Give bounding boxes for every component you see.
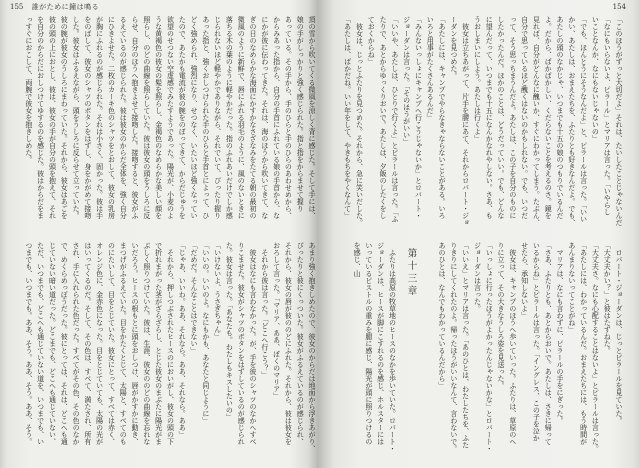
- text-column: ぴったりと彼にくっついた。彼女がふるえているのが感じられ、: [296, 242, 305, 445]
- text-column: 欲望のせつない空虚感でみたすようであった。陽光が、小麦のよ: [166, 16, 175, 219]
- text-column: され、手に入れられた色だった。すべてがその色、その色のなか: [72, 242, 81, 445]
- text-column: ぎの日のなめらかな海面にかすかなさざなみをたてる朝の最初の: [249, 16, 258, 219]
- text-column: ロバート・ジョーダンは、じっとピラールを見ていた。: [615, 242, 623, 424]
- text-column: いだろう。ヒースの根もとに頭をおしつけ、唇がかすかに動き、: [131, 242, 140, 445]
- right-running-header: [613, 3, 626, 12]
- text-column: 娘の手がしっかりと強く感じられた。指と指をからませて握り: [296, 16, 305, 212]
- text-column: 頂の雪から吹いてくる微風を涼しく背に感じた。そして手には、: [308, 16, 316, 219]
- text-column: じられないほど軽やかでありながら、それでいて、ぴったり握り: [213, 16, 222, 219]
- text-column: 「いけないよ、うさぎちゃん」: [213, 242, 222, 340]
- text-column: 「じゃあ、いいわ。ああ、それなら。ああ、それなら。ああ」: [178, 242, 187, 438]
- text-column: つまでも、いつまでも。ああ、そう。ああ、そう。ああ、そう。: [24, 242, 33, 445]
- text-column: 微風のように新鮮で、唇にふれる羽毛のように、風のないときに: [237, 16, 246, 219]
- text-column: 「いいの。いいのよ。なにもかも、あなたと同じように」: [201, 242, 210, 424]
- text-column: どく強められ、強烈になり、せつなく、いたいほど強くなってい: [190, 16, 199, 219]
- text-column: はいってくるのだ。そして、その色は、すべて、満たされ、所有: [83, 242, 92, 445]
- text-column: たので、あたかも電流が彼の腕をのぼってきて、からだじゅうを: [178, 16, 187, 219]
- text-column: を自分のからだにおしつけてゆするのを感じた。彼はからだをま: [36, 16, 45, 219]
- text-column: ぶしく照りつけていた。彼は、生涯、彼女ののどの曲線を忘れな: [142, 242, 151, 445]
- text-column: たりで、あとからゆっくりおいで。あたしは、夕飯のしたくをし: [379, 16, 388, 219]
- text-column: 彼女は立ちあがって、片手を腰にあて、それからロバート・ジョ: [461, 16, 470, 226]
- text-column: をのばして、彼女のシャツのボタンをはずし、身をかがめて接吻: [83, 16, 92, 219]
- text-column: 彼女は、キャンプのほうへ歩いていった。ふたりは、草原のへ: [508, 242, 517, 445]
- text-column: それから、押しつぶされたヒースのにおいがし、彼女の頭の下: [166, 242, 175, 445]
- text-column: それから彼は言った。「どこへ行こう？」: [260, 242, 269, 379]
- text-column: よ。だから、ばかばかしい、くだらないことを考えるのさ。鏡を: [544, 16, 553, 219]
- text-column: ておくからね」: [367, 16, 376, 65]
- text-column: 「みんないっしょにキャンプへ行こうじゃないか」とロバート・: [414, 16, 423, 219]
- text-column: で、めくらめっぽうだった。彼にとっては、それは、どこへも通: [60, 242, 69, 445]
- text-column: にひきよせた。二枚のカーキ色のシャツをとおして、彼女の乳房: [107, 16, 116, 219]
- text-column: うな黄褐色の彼女の髪を照らし、金褐色のなめらかな美しい顔を: [154, 16, 163, 219]
- text-column: 「このほうがずっと大切だよ」それは、たいしたことじゃないんだ: [615, 16, 623, 226]
- text-column: したかったんだ。ほかのことは、どうだっていい。でも、どんな: [497, 16, 506, 219]
- text-column: のにたいして、目をとじていた。彼女にとって、すべては赤く、: [107, 242, 116, 445]
- text-column: 「いいや、あたしは、ひとりで行くよ」とピラールは言った。「ふ: [390, 16, 399, 223]
- text-column: 照らし、のどの曲線を照らしていた。彼は彼女の頭をうしろに反: [142, 16, 151, 219]
- text-column: 「いいえ」とマリアは言った。「あのひとは、わたしたちを、ふた: [461, 242, 470, 449]
- text-column: ふたりは高原の牧草地のヒースのなかを歩いていた。ロバート・: [388, 242, 397, 452]
- text-column: にかが彼に伝わってきた。それは、海のほうから吹いてきて、な: [260, 16, 269, 219]
- text-column: あたしの頭のなかじゃ、いつまでも十五の娘のつもりでいるんだ: [556, 16, 565, 219]
- text-column: 彼の頭の上におとし、彼は、彼女の手が自分の頭を抱えて、それ: [48, 16, 57, 219]
- text-column: ジョーダンは、ヒースが脚にこすれるのを感じ、ホルスターには: [376, 242, 385, 445]
- text-column: あっている。その手から、手のひらと手のひらのあわせめから、: [284, 16, 293, 219]
- text-column: に望んだって、いつまでも十五になんかなれやしない。さあ、も: [485, 16, 494, 219]
- left-running-header: [10, 3, 99, 12]
- text-column: 自分で思っているほど醜くはないのかもしれない。でも、いつだ: [520, 16, 529, 219]
- text-column: 「あたしには、キャンプでやらなきゃならないことがある。いろ: [438, 16, 447, 219]
- text-column: 「あたしは、ばかだね。いい年をして、やきもちをやくなんて」: [343, 16, 352, 219]
- text-column: あまり強く抱きしめたので、彼女のからだは地面から浮きあがり、: [308, 242, 316, 452]
- text-column: りに立って、その大きなうしろ姿を見送った。: [497, 242, 506, 389]
- text-column: 「大丈夫さ。なにも心配することはないよ」とピラールは言った。: [591, 242, 600, 452]
- text-column: いろと用事がたくさんあるんだ」: [426, 16, 435, 121]
- upper-tier: [22, 16, 317, 228]
- text-column: かい、あたしは、おまえたちを、ふたりとも好きなんだよ。でも、: [567, 16, 576, 226]
- text-column: [423, 242, 435, 456]
- text-column: おろして言った。「マリア、ああ、ぼくのマリア」: [272, 242, 281, 400]
- text-column: からみあった指から、自分の手首にふれている娘の手首から、な: [272, 16, 281, 219]
- text-column: それから、彼女の唇が彼ののどにふれた。それから、彼は彼女を: [284, 242, 293, 445]
- text-column: 「あたしには、わかっているんだ。おまえたちには、もう時間が: [579, 242, 588, 445]
- text-column: 「いっしょに行ったほうがよかったんじゃないかな」とロバート・: [485, 242, 494, 452]
- text-column: 「大丈夫かい？」と彼はたずねた。: [603, 242, 612, 354]
- text-column: 「なにもいらないよ、ピラール」とマリアは言った。「いやらし: [603, 16, 612, 216]
- text-column: ただ、いつまでも、どこへも通じていない道を、いつまでも、い: [36, 242, 45, 445]
- text-column: した。彼女はふるえながら、頭をうしろに反らせて立っていた。: [72, 16, 81, 219]
- text-column: た。彼女は言った。「あなたも。わたしもキスしたいの」: [225, 242, 234, 421]
- text-column: いっているピストルの重みを腿に感じ、陽光が頭に照りつけるの: [364, 242, 373, 445]
- text-column: うおしまいにしよう。あたしは行くよ」: [473, 16, 482, 142]
- text-column: 落ちる木の葉のように軽やかだった。指のふれあいだけでしか感: [225, 16, 234, 219]
- text-column: オレンジ色に、金赤色になった。目をとじていても、太陽の光が: [95, 242, 104, 445]
- text-column: あんまりないってことがね」: [567, 242, 576, 333]
- text-column: が胸にふれるのが感じられた。それは小さく、固かった。彼は手: [95, 16, 104, 219]
- text-column: あった指と、強くおしつけられた手のひらと手首とによって、ひ: [201, 16, 210, 219]
- text-column: で折れまがった茎がざらざらし、とじた彼女のまぶたに陽光がま: [154, 242, 163, 445]
- text-column: ジョーダンは言った。「そのほうがいい」: [402, 16, 411, 146]
- text-column: 見れば、自分がどんなに醜いか、すぐにわかってしまう。たぶん、: [532, 16, 541, 226]
- text-column: じていない暗い道だった。どこまでも、どこへも通じていない、: [48, 242, 57, 445]
- chapter-twelve-ending: [423, 242, 624, 456]
- text-column: 「でも、ほんとうにそうなんだよ」と、ピラールは言った。「いい: [579, 16, 588, 223]
- text-column: らせ、自分のほうへ抱きよせて接吻した。接吻すると、彼女がふ: [131, 16, 140, 219]
- lower-tier: [22, 242, 317, 456]
- text-column: あのひとは、なんでもわかっているんだから」: [438, 242, 447, 389]
- text-column: を感じ、山: [353, 242, 362, 277]
- text-column: 彼女は、じっとふたりを見つめた。それから、急に笑いだした。: [355, 16, 364, 226]
- right-page: [320, 0, 640, 468]
- lower-tier: [334, 242, 624, 456]
- running-title: 誰がために鐘は鳴る: [31, 3, 100, 11]
- text-column: りこませた。彼女がシャツのボタンをはずしているのが感じられ: [237, 242, 246, 445]
- text-column: いるからね」とピラールは言った。「イングレス、この子を泣か: [532, 242, 541, 442]
- text-column: 彼女はなにも言わなかった。が、手を彼のシャツのなかへすべ: [249, 242, 258, 445]
- text-column: ーダンを見つめた。: [449, 16, 458, 79]
- text-column: せたら、承知しないよ」: [520, 242, 529, 319]
- text-column: 彼の腕が彼女のうしろにまわっていた。それから、彼女はあごを: [60, 16, 69, 219]
- page-number: 155: [10, 3, 24, 11]
- text-column: りきりにしてくれたのよ。帰ったほうがいいなんて、言わないで。: [449, 242, 458, 452]
- upper-tier: [338, 16, 624, 228]
- text-column: るえているのが感じられた。彼は彼女のからだ全体を、強く自分: [119, 16, 128, 219]
- chapter-thirteen-opening: [350, 242, 397, 456]
- text-column: いことなんか、なにもないじゃないの」: [591, 16, 600, 142]
- text-column: まつげがふるえていた。目をかたくとじて、太陽と、すべてのも: [119, 242, 128, 445]
- text-column: って、そう思っちまうんだよ。あたしは、この子を自分のものに: [508, 16, 517, 219]
- text-column: 「さあ、ふたりとも、あとからおいで。あたしは、さきに帰って: [544, 242, 553, 445]
- chapter-heading: 第十三章: [405, 248, 417, 298]
- text-column: っすぐにおこして、両腕で彼女を抱きしめた。: [24, 16, 33, 163]
- text-column: 「だめだ。そんなことはできない」: [190, 242, 199, 354]
- page-number: 154: [612, 3, 626, 11]
- text-column: マリアは、なにも言わずに、ピラールの手をにぎった。: [556, 242, 565, 424]
- text-column: ジョーダンは言った。: [473, 242, 482, 312]
